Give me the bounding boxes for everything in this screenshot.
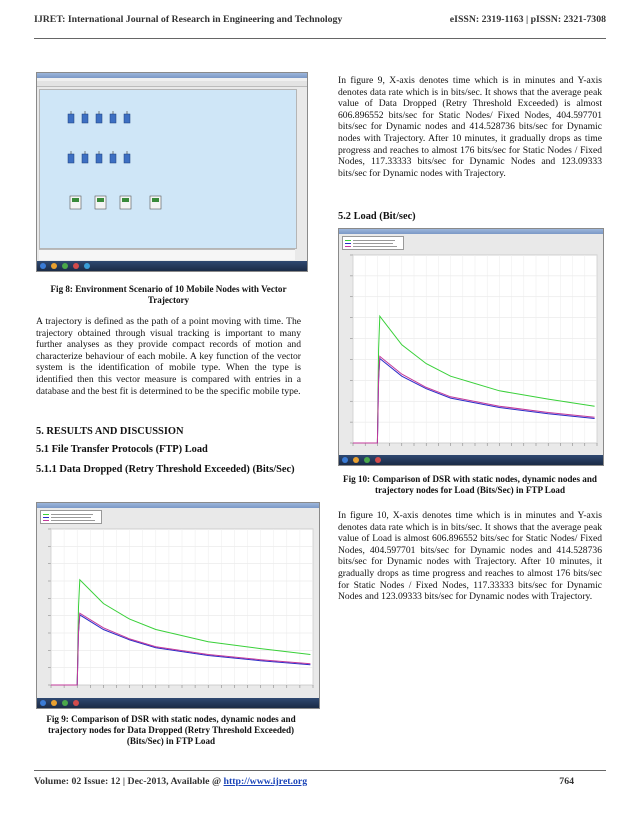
legend-text <box>51 517 91 518</box>
server-node-screen <box>152 198 159 202</box>
app-icon <box>62 700 68 706</box>
fig10-screenshot <box>338 228 604 466</box>
legend-trajectory-swatch <box>345 246 351 247</box>
legend-dynamic-swatch <box>43 517 49 518</box>
window-titlebar <box>339 229 603 234</box>
node-body <box>96 114 102 123</box>
mobile-node-icon <box>110 151 116 163</box>
section-headings <box>36 425 301 478</box>
server-node-screen <box>72 198 79 202</box>
mobile-node-icon <box>124 151 130 163</box>
running-footer <box>34 776 574 787</box>
status-pane <box>39 249 295 260</box>
node-body <box>110 114 116 123</box>
load-heading-block <box>338 210 602 223</box>
server-node-icon <box>150 196 161 209</box>
node-body <box>82 154 88 163</box>
node-body <box>124 154 130 163</box>
folder-icon <box>51 263 57 269</box>
start-icon <box>40 700 46 706</box>
app-icon <box>73 263 79 269</box>
window-toolbar <box>37 81 307 87</box>
folder-icon <box>353 457 359 463</box>
app-icon <box>364 457 370 463</box>
fig10-caption: Fig 10: Comparison of DSR with static nodes, dynamic nodes and trajectory nodes for Load (Bits/Sec) in FTP Load <box>343 474 597 495</box>
node-body <box>68 154 74 163</box>
section-5-heading: 5. RESULTS AND DISCUSSION <box>36 426 184 437</box>
fig9-discussion-paragraph: In figure 9, X-axis denotes time which is in minutes and Y-axis denotes data rate which is in bits/sec. It shows that the average peak value of Data Dropped (Retry Threshold Exceeded) is almost 606.896552 bits/sec for Static Nodes/ Fixed Nodes, 404.597701 bits/sec for Dynamic nodes and 414.528736 bits/sec for Dynamic nodes with Trajectory. After 10 minutes, it gradually drops as time progress and reaches to almost 176 bits/sec for Static Nodes / Fixed Nodes, 117.33333 bits/sec for Dynamic Nodes and 123.09333 bits/sec for Dynamic nodes with Trajectory. <box>338 75 602 179</box>
footer-volume-text: Volume: 02 Issue: 12 | Dec-2013, Available @ <box>34 776 222 787</box>
node-body <box>82 114 88 123</box>
app-icon <box>375 457 381 463</box>
node-body <box>124 114 130 123</box>
node-layout <box>40 90 296 248</box>
server-node-screen <box>97 198 104 202</box>
mobile-node-icon <box>96 151 102 163</box>
mobile-node-icon <box>124 111 130 123</box>
journal-name: IJRET: International Journal of Research in Engineering and Technology <box>34 14 343 25</box>
section-5-1-1-heading: 5.1.1 Data Dropped (Retry Threshold Exceeded) (Bits/Sec) <box>36 464 295 475</box>
legend-text <box>51 520 95 521</box>
section-5-2-heading: 5.2 Load (Bit/sec) <box>338 211 416 222</box>
mobile-node-icon <box>68 111 74 123</box>
fig9-legend <box>40 510 102 524</box>
fig10-discussion-paragraph: In figure 10, X-axis denotes time which is in minutes and Y-axis denotes data rate which is in bits/sec. It shows that the average peak value of Load is almost 606.896552 bits/sec for Static Nodes/ Fixed Nodes, 404.597701 bits/sec for Dynamic nodes and 414.528736 bits/sec for Dynamic nodes with Trajectory. After 10 minutes, it gradually drops as time progress and reaches to almost 176 bits/sec for Static Nodes / Fixed Nodes, 117.33333 bits/sec for Dynamic Nodes and 123.09333 bits/sec for Dynamic nodes with Trajectory. <box>338 510 602 603</box>
legend-static-swatch <box>43 514 49 515</box>
mobile-node-icon <box>82 151 88 163</box>
fig8-caption-block <box>36 284 301 306</box>
node-body <box>110 154 116 163</box>
legend-text <box>353 240 395 241</box>
app-icon <box>62 263 68 269</box>
legend-dynamic-swatch <box>345 243 351 244</box>
trajectory-paragraph: A trajectory is defined as the path of a point moving with time. The trajectory obtained through visual tracking is important to many further analyses as they provide compact records of motion and characterize behaviour of each mobile. A key function of the vector system is the identification of mobile type. When the type is identified then this vector measure is compared with entries in a database and the best fit is determined to be the specific mobile type. <box>36 316 301 397</box>
legend-trajectory-swatch <box>43 520 49 521</box>
window-titlebar <box>37 503 319 508</box>
scenario-canvas <box>39 89 297 249</box>
page-number: 764 <box>559 776 574 787</box>
issn-text: eISSN: 2319-1163 | pISSN: 2321-7308 <box>449 14 606 25</box>
server-node-icon <box>95 196 106 209</box>
server-node-screen <box>122 198 129 202</box>
mobile-node-icon <box>82 111 88 123</box>
legend-text <box>51 514 93 515</box>
running-header <box>34 14 606 25</box>
mobile-node-icon <box>68 151 74 163</box>
fig10-caption-block <box>338 474 602 496</box>
right-body-1 <box>338 75 602 179</box>
folder-icon <box>51 700 57 706</box>
app-icon <box>84 263 90 269</box>
fig10-chart <box>339 249 603 453</box>
section-5-1-heading: 5.1 File Transfer Protocols (FTP) Load <box>36 444 208 455</box>
node-body <box>68 114 74 123</box>
fig9-chart <box>37 523 319 695</box>
windows-taskbar <box>339 455 603 465</box>
server-node-icon <box>120 196 131 209</box>
fig9-screenshot <box>36 502 320 709</box>
fig8-caption: Fig 8: Environment Scenario of 10 Mobile Nodes with Vector Trajectory <box>50 284 287 305</box>
legend-text <box>353 243 393 244</box>
start-icon <box>40 263 46 269</box>
header-rule <box>34 38 606 39</box>
server-node-icon <box>70 196 81 209</box>
app-icon <box>73 700 79 706</box>
legend-text <box>353 246 397 247</box>
fig10-legend <box>342 236 404 250</box>
node-body <box>96 154 102 163</box>
fig9-caption: Fig 9: Comparison of DSR with static nodes, dynamic nodes and trajectory nodes for Data Dropped (Retry Threshold Exceeded)(Bits/Sec) in FTP Load <box>46 714 296 746</box>
legend-static-swatch <box>345 240 351 241</box>
left-body <box>36 316 301 397</box>
start-icon <box>342 457 348 463</box>
fig9-caption-block <box>36 714 306 747</box>
mobile-node-icon <box>96 111 102 123</box>
footer-rule <box>34 770 606 771</box>
mobile-node-icon <box>110 111 116 123</box>
windows-taskbar <box>37 698 319 708</box>
fig8-screenshot <box>36 72 308 272</box>
windows-taskbar <box>37 261 307 271</box>
footer-volume <box>34 776 307 787</box>
right-body-2 <box>338 510 602 603</box>
journal-url-link[interactable]: http://www.ijret.org <box>223 776 308 787</box>
